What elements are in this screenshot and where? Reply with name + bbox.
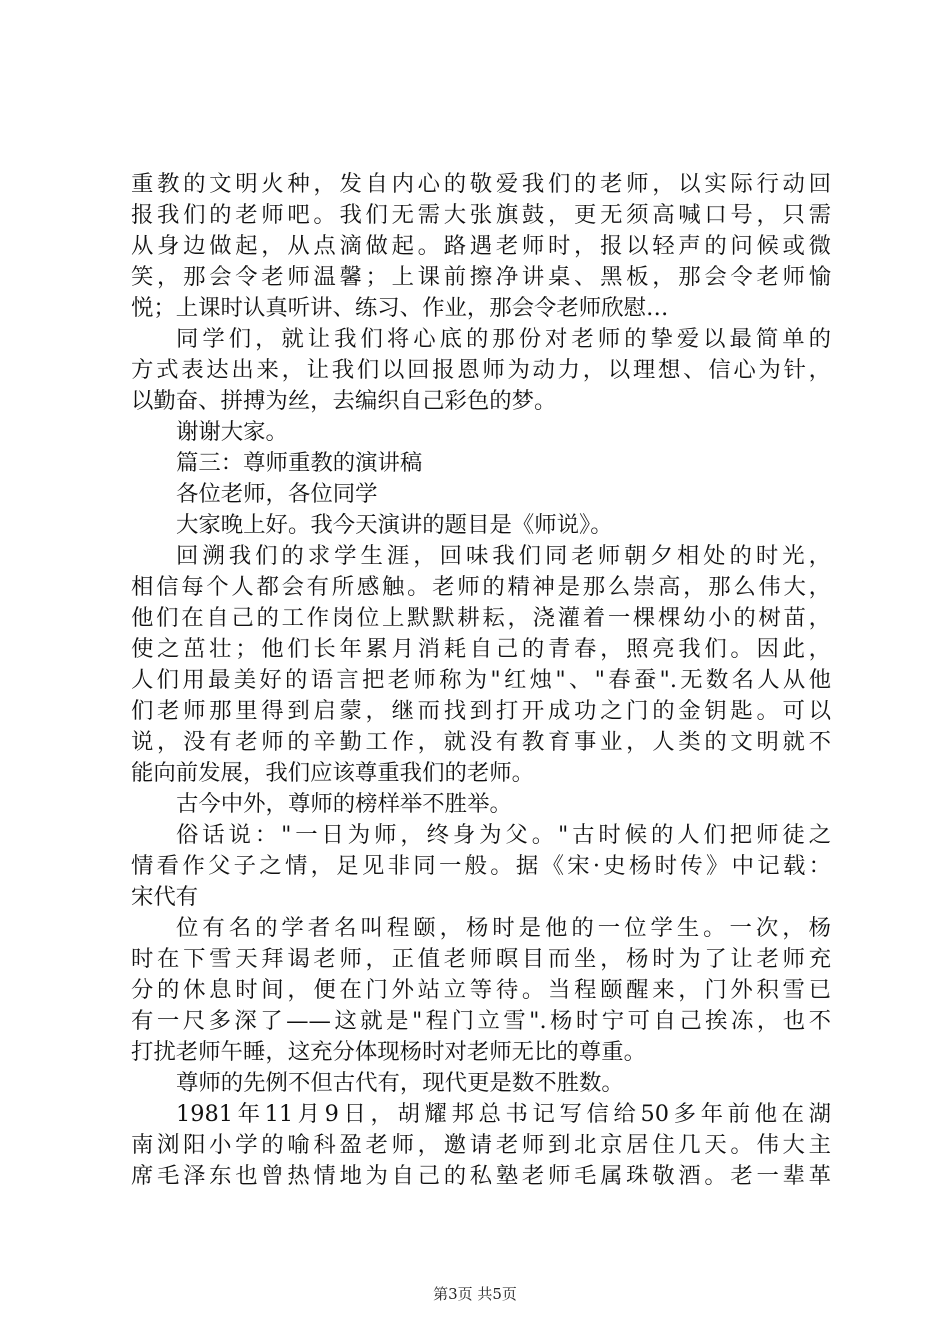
paragraph-first-line: 1981年11月9日，胡耀邦总书记写信给50多年前他在湖 xyxy=(176,1101,831,1127)
text-line: 说，没有老师的辛勤工作，就没有教育事业，人类的文明就不 xyxy=(131,729,831,755)
text-line: 方式表达出来，让我们以回报恩师为动力，以理想、信心为针， xyxy=(131,357,831,383)
page-footer: 第3页 共5页 xyxy=(433,1285,517,1303)
paragraph-first-line: 回溯我们的求学生涯，回味我们同老师朝夕相处的时光， xyxy=(176,543,831,569)
text-line: 相信每个人都会有所感触。老师的精神是那么崇高，那么伟大， xyxy=(131,574,831,600)
text-line: 们老师那里得到启蒙，继而找到打开成功之门的金钥匙。可以 xyxy=(131,698,831,724)
text-line: 时在下雪天拜谒老师，正值老师暝目而坐，杨时为了让老师充 xyxy=(131,946,831,972)
text-line: 打扰老师午睡，这充分体现杨时对老师无比的尊重。 xyxy=(131,1039,646,1065)
text-line: 他们在自己的工作岗位上默默耕耘，浇灌着一棵棵幼小的树苗， xyxy=(131,605,831,631)
text-line: 人们用最美好的语言把老师称为"红烛"、"春蚕".无数名人从他 xyxy=(131,667,831,693)
text-line: 分的休息时间，便在门外站立等待。当程颐醒来，门外积雪已 xyxy=(131,977,831,1003)
paragraph-first-line: 位有名的学者名叫程颐，杨时是他的一位学生。一次，杨 xyxy=(176,915,831,941)
text-line: 有一尺多深了——这就是"程门立雪".杨时宁可自己挨冻，也不 xyxy=(131,1008,831,1034)
text-line: 悦；上课时认真听讲、练习、作业，那会令老师欣慰… xyxy=(131,295,669,321)
paragraph-first-line: 各位老师，各位同学 xyxy=(176,481,378,507)
paragraph-first-line: 大家晚上好。我今天演讲的题目是《师说》。 xyxy=(176,512,613,538)
text-line: 席毛泽东也曾热情地为自己的私塾老师毛属珠敬酒。老一辈革 xyxy=(131,1163,831,1189)
paragraph-first-line: 尊师的先例不但古代有，现代更是数不胜数。 xyxy=(176,1070,624,1096)
text-line: 以勤奋、拼搏为丝，去编织自己彩色的梦。 xyxy=(131,388,557,414)
paragraph-first-line: 同学们，就让我们将心底的那份对老师的挚爱以最简单的 xyxy=(176,326,831,352)
text-line: 宋代有 xyxy=(131,884,199,910)
text-line: 使之茁壮；他们长年累月消耗自己的青春，照亮我们。因此， xyxy=(131,636,831,662)
paragraph-first-line: 篇三：尊师重教的演讲稿 xyxy=(176,450,423,476)
text-line: 南浏阳小学的喻科盈老师，邀请老师到北京居住几天。伟大主 xyxy=(131,1132,831,1158)
paragraph-first-line: 俗话说："一日为师，终身为父。"古时候的人们把师徒之 xyxy=(176,822,831,848)
text-line: 报我们的老师吧。我们无需大张旗鼓，更无须高喊口号，只需 xyxy=(131,202,831,228)
text-line: 情看作父子之情，足见非同一般。据《宋·史杨时传》中记载： xyxy=(131,853,831,879)
document-body xyxy=(131,169,831,1192)
text-line: 笑，那会令老师温馨；上课前擦净讲桌、黑板，那会令老师愉 xyxy=(131,264,831,290)
paragraph-first-line: 谢谢大家。 xyxy=(176,419,288,445)
text-line: 能向前发展，我们应该尊重我们的老师。 xyxy=(131,760,535,786)
paragraph-first-line: 古今中外，尊师的榜样举不胜举。 xyxy=(176,791,512,817)
text-line: 重教的文明火种，发自内心的敬爱我们的老师，以实际行动回 xyxy=(131,171,831,197)
text-line: 从身边做起，从点滴做起。路遇老师时，报以轻声的问候或微 xyxy=(131,233,831,259)
